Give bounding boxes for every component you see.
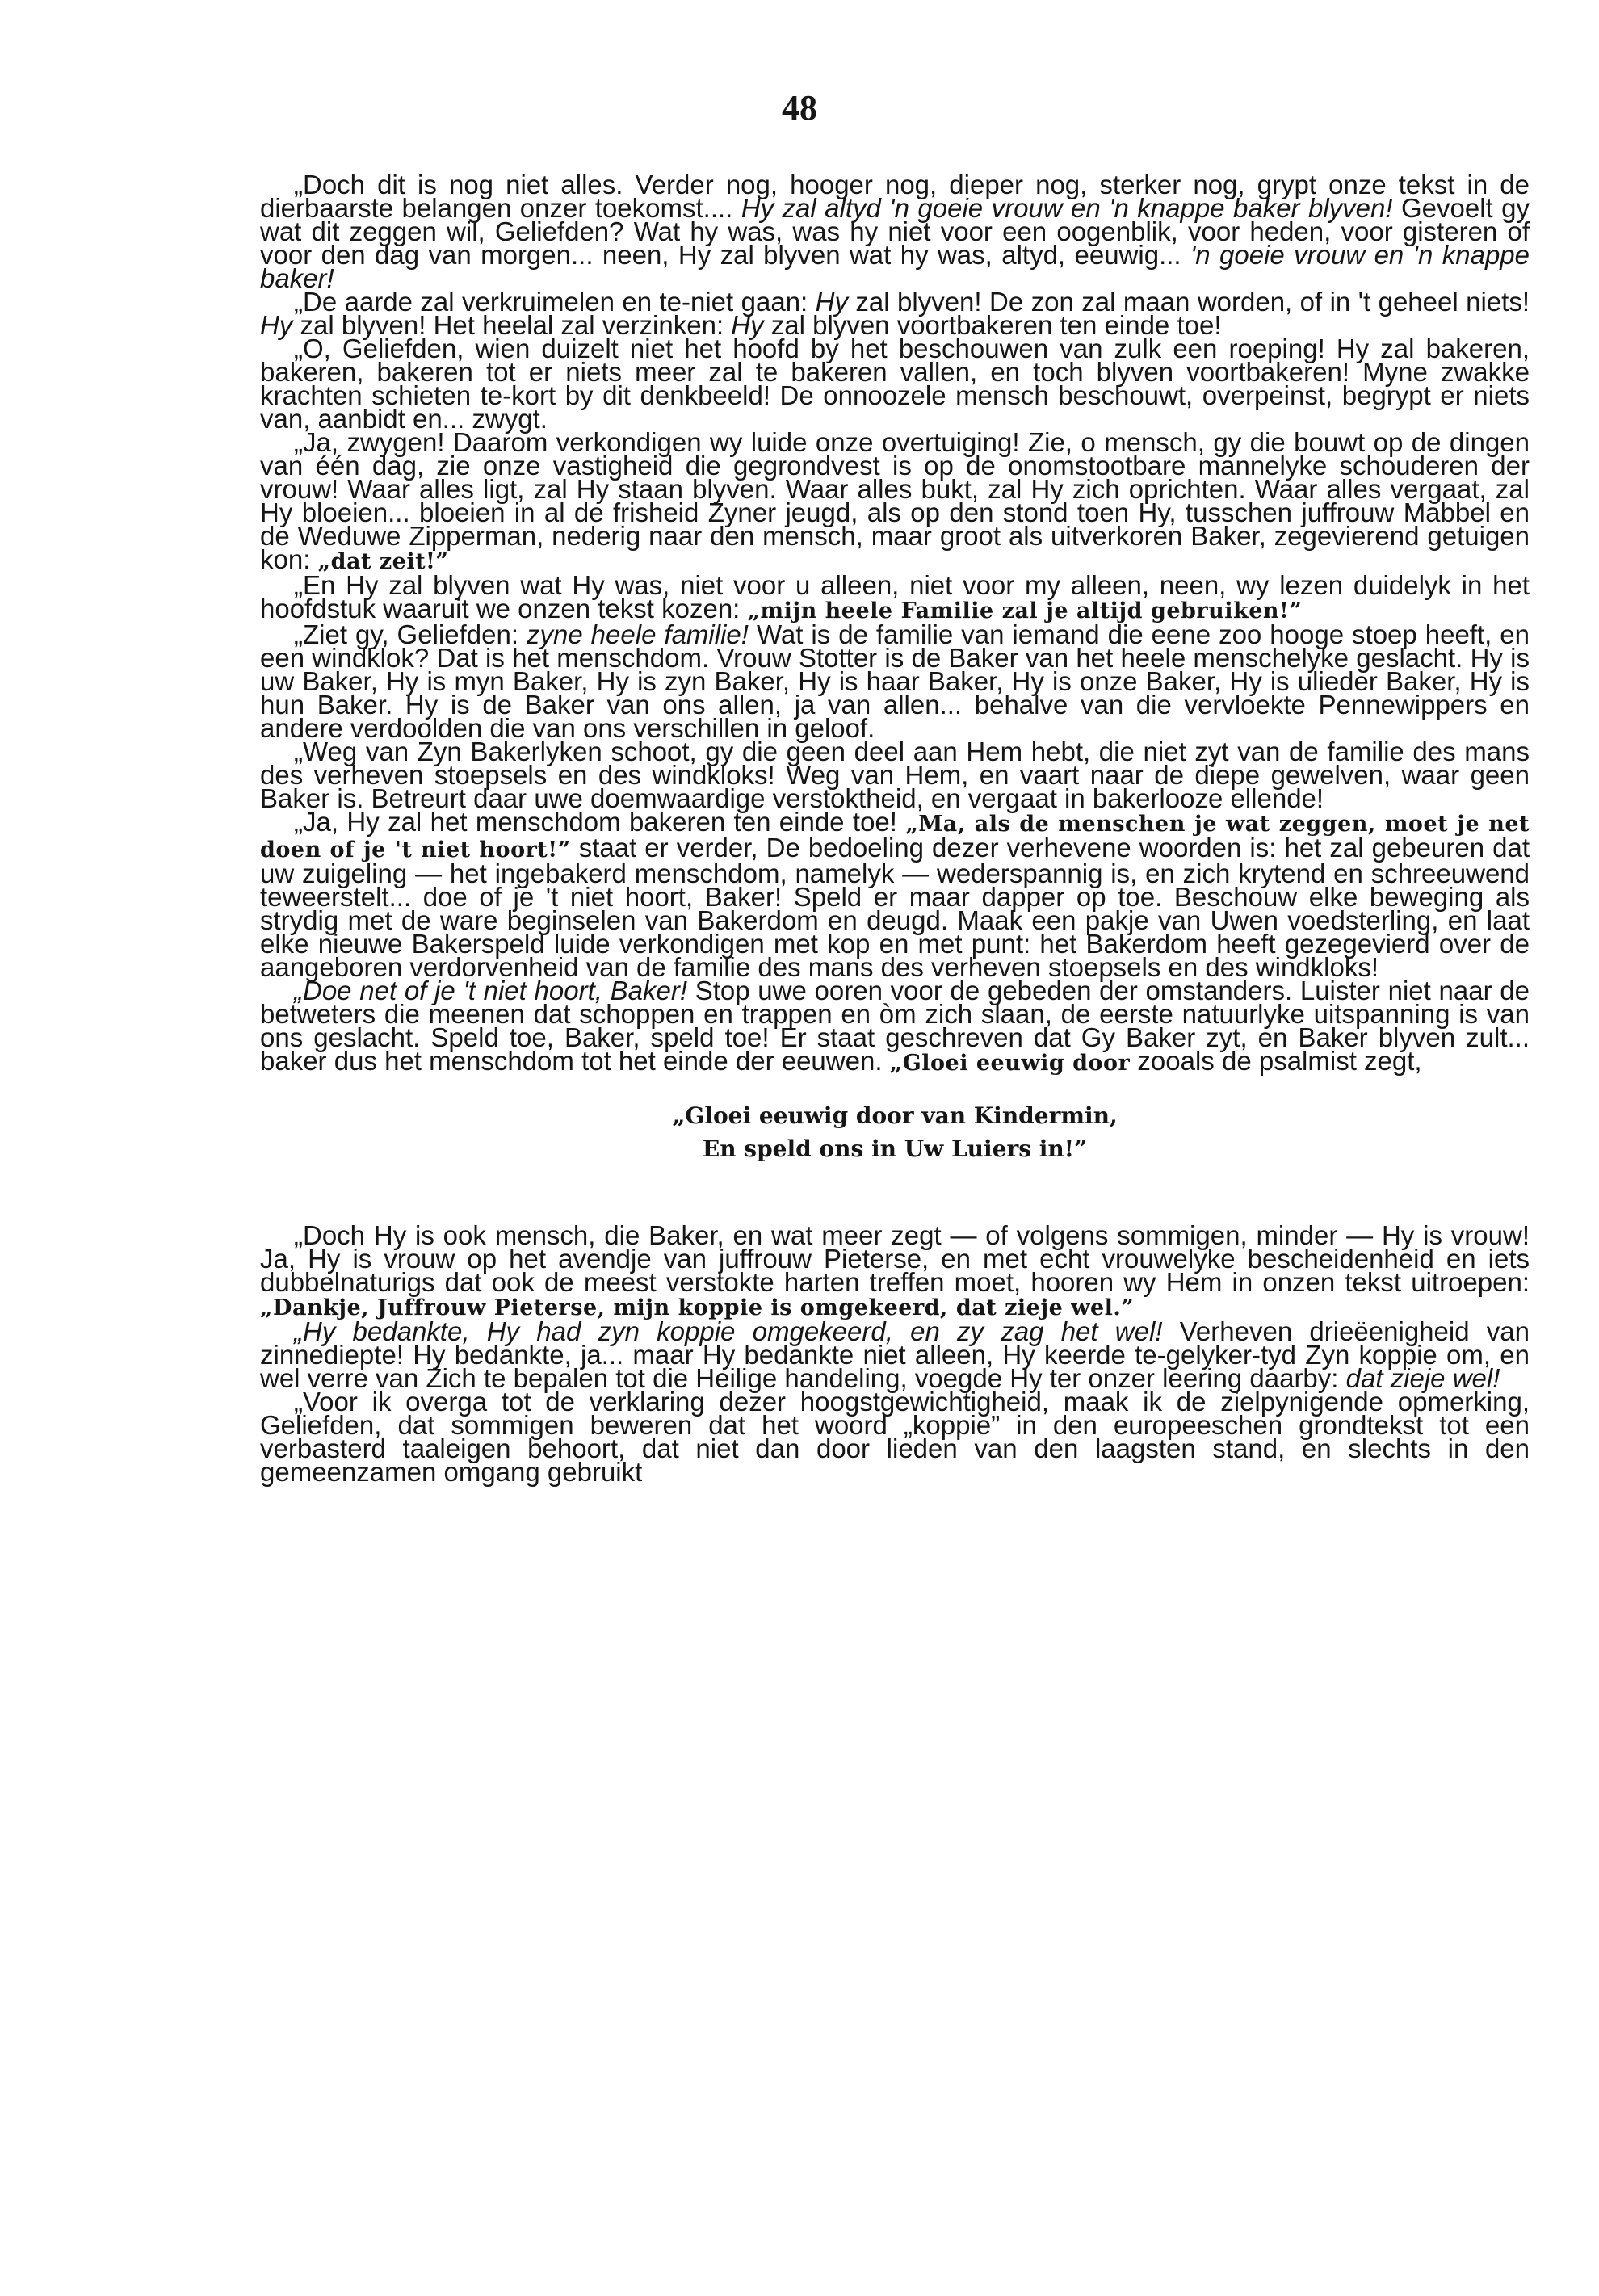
blackletter-quote: „dat zeit!”: [317, 549, 449, 574]
text-run: Verheven drieëenigheid van zinnediepte! Hy bedankte, ja... maar Hy bedankte niet alleen, Hy keerde te-gelyker-tyd Zyn koppie om, en wel verre van Zich te bepalen tot die Heilige handeling, voegde Hy ter onzer leering daarby:: [260, 1316, 1530, 1393]
verse-quote: [260, 1099, 1530, 1165]
paragraph: [260, 737, 1530, 813]
text-run: zooals de psalmist zegt,: [1130, 1046, 1422, 1076]
text-run: Gevoelt gy wat dit zeggen wil, Geliefden? Wat hy was, was hy niet voor een oogenblik, voor heden, voor gisteren of voor den dag van morgen... neen, Hy zal blyven wat hy was, altyd, eeuwig...: [260, 193, 1530, 270]
italic-text: zyne heele familie!: [526, 619, 749, 649]
paragraph: [260, 619, 1530, 743]
text-run: „Ja, Hy zal het menschdom bakeren ten einde toe!: [294, 807, 906, 837]
text-run: staat er verder, De bedoeling dezer verhevene woorden is: het zal gebeuren dat uw zuigeling — het ingebakerd menschdom, namelyk — wederspannig is, en zich krytend en schreeuwend teweerstelt... doe of je 't niet hoort, Baker! Speld er maar dapper op toe. Beschouw elke beweging als strydig met de ware beginselen van Bakerdom en deugd. Maak een pakje van Uwen voedsterling, en laat elke nieuwe Bakerspeld luide verkondigen met kop en met punt: het Bakerdom heeft gezegevierd over de aangeboren verdorvenheid van de familie des mans des verheven stoepsels en des windkloks!: [260, 833, 1530, 982]
text-run: „En Hy zal blyven wat Hy was, niet voor u alleen, niet voor my alleen, neen, wy lezen duidelyk in het hoofdstuk waaruit we onzen tekst kozen:: [260, 570, 1530, 623]
text-run: „Ja, zwygen! Daarom verkondigen wy luide onze overtuiging! Zie, o mensch, gy die bouwt op de dingen van één dag, zie onze vastigheid die gegrondvest is op de onomstootbare mannelyke schouderen der vrouw! Waar alles ligt, zal Hy staan blyven. Waar alles bukt, zal Hy zich oprichten. Waar alles vergaat, zal Hy bloeien... bloeien in al de frisheid Zyner jeugd, als op den stond toen Hy, tusschen juffrouw Mabbel en de Weduwe Zipperman, nederig naar den mensch, maar groot als uitverkoren Baker, zegevierend getuigen kon:: [260, 427, 1530, 574]
text-run: zal blyven! De zon zal maan worden, of in 't geheel niets!: [847, 287, 1530, 317]
italic-text: „Hy bedankte, Hy had zyn koppie omgekeerd, en zy zag het wel!: [294, 1316, 1163, 1346]
italic-text: Hy: [815, 287, 848, 317]
blackletter-quote: „Dankje, Juffrouw Pieterse, mijn koppie is omgekeerd, dat zieje wel.”: [260, 1295, 1135, 1320]
italic-text: „Doe net of je 't niet hoort, Baker!: [294, 976, 687, 1005]
paragraph: [260, 1220, 1530, 1320]
italic-text: dat zieje wel!: [1345, 1363, 1500, 1393]
blackletter-quote: „mijn heele Familie zal je altijd gebruiken!”: [747, 598, 1303, 623]
paragraph: [260, 976, 1530, 1076]
paragraphs-before-verse: [260, 170, 1530, 1076]
blackletter-quote: „Ma, als de menschen je wat zeggen, moet je net doen of je 't niet hoort!”: [260, 812, 1530, 863]
text-run: Wat is de familie van iemand die eene zoo hooge stoep heeft, en een windklok? Dat is het menschdom. Vrouw Stotter is de Baker van het heele menschelyke geslacht. Hy is uw Baker, Hy is myn Baker, Hy is zyn Baker, Hy is haar Baker, Hy is onze Baker, Hy is ulieder Baker, Hy is hun Baker. Hy is de Baker van ons allen, ja van allen... behalve van die vervloekte Pennewippers en andere verdoolden die van ons verschillen in geloof.: [260, 619, 1530, 743]
text-run: „Voor ik overga tot de verklaring dezer hoogstgewichtigheid, maak ik de zielpynigende opmerking, Geliefden, dat sommigen beweren dat het woord „koppie” in den europeeschen grondtekst tot een verbasterd taaleigen behoort, dat niet dan door lieden van den laagsten stand, en slechts in den gemeenzamen omgang gebruikt: [260, 1387, 1530, 1487]
text-run: zal blyven! Het heelal zal verzinken:: [292, 310, 732, 340]
italic-text: 'n goeie vrouw en 'n knappe baker!: [260, 240, 1530, 293]
italic-text: Hy zal altyd 'n goeie vrouw en 'n knappe baker blyven!: [741, 193, 1393, 223]
body-text: [260, 170, 1530, 1487]
paragraph: [260, 170, 1530, 293]
text-run: „Weg van Zyn Bakerlyken schoot, gy die geen deel aan Hem hebt, die niet zyt van de familie des mans des verheven stoepsels en des windkloks! Weg van Hem, en vaart naar de diepe gewelven, waar geen Baker is. Betreurt daar uwe doemwaardige verstoktheid, en vergaat in bakerlooze ellende!: [260, 737, 1530, 813]
page-number: 48: [782, 88, 817, 128]
text-run: „O, Geliefden, wien duizelt niet het hoofd by het beschouwen van zulk een roeping! Hy zal bakeren, bakeren, bakeren tot er niets meer zal te bakeren vallen, en toch blyven voortbakeren! Myne zwakke krachten schieten te-kort by dit denkbeeld! De onnoozele mensch beschouwt, overpeinst, begrypt er niets van, aanbidt en... zwygt.: [260, 334, 1530, 434]
text-run: „Doch Hy is ook mensch, die Baker, en wat meer zegt — of volgens sommigen, minder — Hy is vrouw! Ja, Hy is vrouw op het avendje van juffrouw Pieterse, en met echt vrouwelyke bescheidenheid en iets dubbelnaturigs dat ook de meest verstokte harten treffen moet, hooren wy Hem in onzen tekst uitroepen:: [260, 1220, 1530, 1297]
text-run: zal blyven voortbakeren ten einde toe!: [763, 310, 1222, 340]
blackletter-quote: „Gloei eeuwig door: [889, 1051, 1131, 1076]
paragraph: [260, 570, 1530, 623]
paragraph: [260, 287, 1530, 340]
paragraphs-after-verse: [260, 1220, 1530, 1487]
text-run: „De aarde zal verkruimelen en te-niet gaan:: [294, 287, 816, 317]
text-run: Stop uwe ooren voor de gebeden der omstanders. Luister niet naar de betweters die meenen dat schoppen en trappen en òm zich slaan, de eerste natuurlyke uitspanning is van ons geslacht. Speld toe, Baker, speld toe! Er staat geschreven dat Gy Baker zyt, en Baker blyven zult... baker dus het menschdom tot het einde der eeuwen.: [260, 976, 1530, 1076]
text-run: „Doch dit is nog niet alles. Verder nog, hooger nog, dieper nog, sterker nog, grypt onze tekst in de dierbaarste belangen onzer toekomst....: [260, 170, 1530, 223]
italic-text: Hy: [260, 310, 293, 340]
paragraph: [260, 1316, 1530, 1393]
paragraph: [260, 1387, 1530, 1487]
italic-text: Hy: [731, 310, 764, 340]
paragraph: [260, 427, 1530, 574]
paragraph: [260, 807, 1530, 982]
verse-line: En speld ons in Uw Luiers in!”: [702, 1135, 1088, 1162]
text-run: „Ziet gy, Geliefden:: [294, 619, 527, 649]
verse-line: „Gloei eeuwig door van Kindermin,: [672, 1102, 1118, 1129]
paragraph: [260, 334, 1530, 434]
